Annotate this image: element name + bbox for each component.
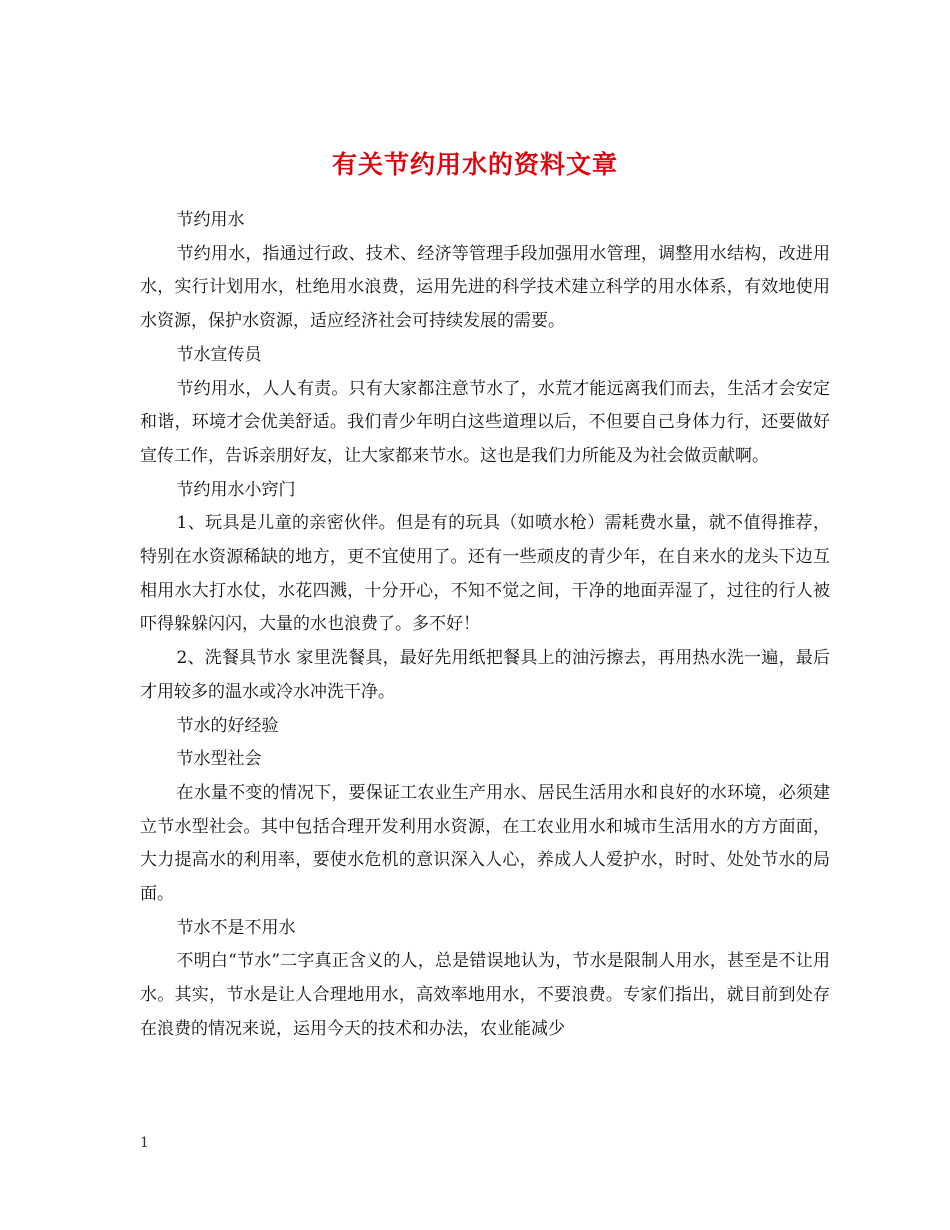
document-title: 有关节约用水的资料文章 xyxy=(331,149,618,179)
paragraph: 节约用水，人人有责。只有大家都注意节水了，水荒才能远离我们而去，生活才会安定和谐，环境才会优美舒适。我们青少年明白这些道理以后，不但要自己身体力行，还要做好宣传工作，告诉亲朋好友，让大家都来节水。这也是我们力所能及为社会做贡献啊。 xyxy=(140,378,830,466)
document-body xyxy=(140,204,830,1047)
paragraph: 节约用水，指通过行政、技术、经济等管理手段加强用水管理，调整用水结构，改进用水，实行计划用水，杜绝用水浪费，运用先进的科学技术建立科学的用水体系，有效地使用水资源，保护水资源，适应经济社会可持续发展的需要。 xyxy=(140,243,830,332)
section-heading: 节约用水 xyxy=(176,210,245,230)
section-heading: 节水型社会 xyxy=(176,749,262,770)
paragraph: 1、玩具是儿童的亲密伙伴。但是有的玩具（如喷水枪）需耗费水量，就不值得推荐，特别在水资源稀缺的地方，更不宜使用了。还有一些顽皮的青少年，在自来水的龙头下边互相用水大打水仗，水花四溅，十分开心，不知不觉之间，干净的地面弄湿了，过往的行人被吓得躲躲闪闪，大量的水也浪费了。多不好！ xyxy=(140,513,830,635)
paragraph: 在水量不变的情况下，要保证工农业生产用水、居民生活用水和良好的水环境，必须建立节水型社会。其中包括合理开发利用水资源，在工农业用水和城市生活用水的方方面面，大力提高水的利用率，要使水危机的意识深入人心，养成人人爱护水，时时、处处节水的局面。 xyxy=(140,782,830,905)
section-heading: 节水宣传员 xyxy=(176,344,262,365)
section-heading: 节约用水小窍门 xyxy=(176,479,296,500)
paragraph: 2、洗餐具节水 家里洗餐具，最好先用纸把餐具上的油污擦去，再用热水洗一遍，最后才用较多的温水或冷水冲洗干净。 xyxy=(140,648,830,702)
section-heading: 节水不是不用水 xyxy=(176,917,296,938)
section-heading: 节水的好经验 xyxy=(176,715,279,736)
page-number: 1 xyxy=(140,1135,149,1151)
paragraph: 不明白“节水”二字真正含义的人，总是错误地认为，节水是限制人用水，甚至是不让用水。其实，节水是让人合理地用水，高效率地用水，不要浪费。专家们指出，就目前到处存在浪费的情况来说，运用今天的技术和办法，农业能减少 xyxy=(140,951,830,1039)
